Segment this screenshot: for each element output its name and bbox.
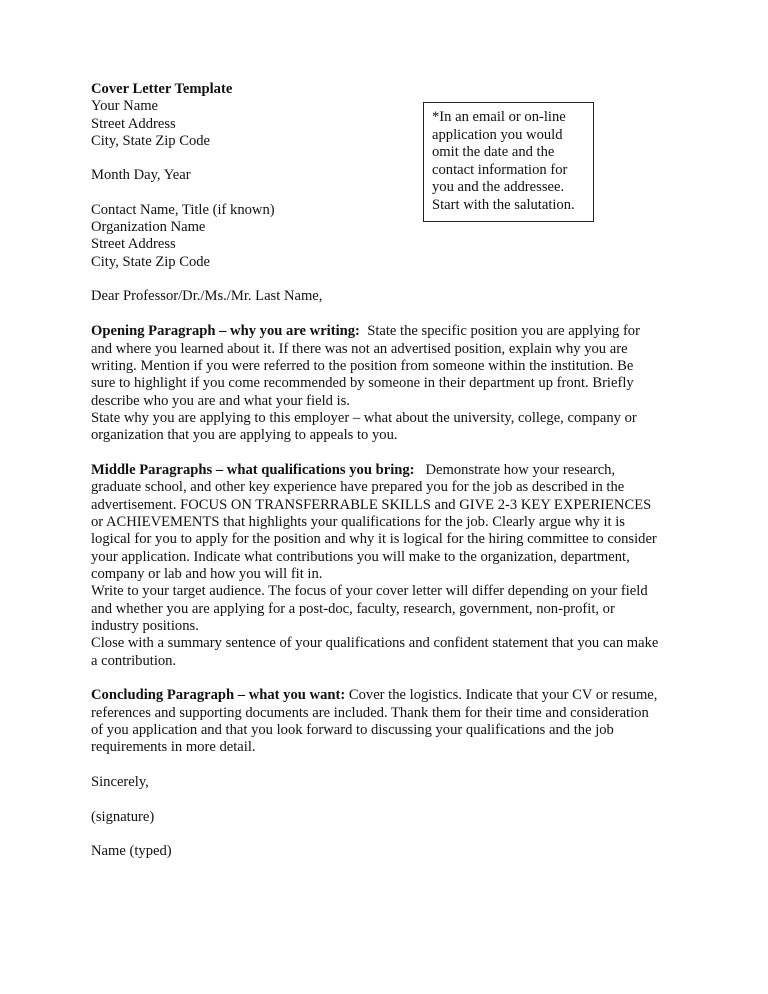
- middle-paragraph-first-line: [91, 462, 615, 480]
- middle-line: Write to your target audience. The focus of your cover letter will differ depending on your field: [91, 583, 648, 599]
- note-line: Start with the salutation.: [432, 196, 575, 213]
- middle-heading: Middle Paragraphs – what qualifications you bring:: [91, 462, 415, 478]
- middle-line: or ACHIEVEMENTS that highlights your qualifications for the job. Clearly argue why it is: [91, 514, 625, 530]
- note-line: contact information for: [432, 161, 568, 178]
- concluding-paragraph-first-line: [91, 687, 657, 705]
- note-line: *In an email or on-line: [432, 109, 566, 125]
- concluding-line: requirements in more detail.: [91, 739, 256, 755]
- opening-line: State why you are applying to this employer – what about the university, college, company or: [91, 410, 637, 426]
- opening-line: writing. Mention if you were referred to the position from someone within the institution. Be: [91, 358, 634, 374]
- middle-line: logical for you to apply for the position and why it is logical for the hiring committee to consider: [91, 531, 657, 547]
- middle-line: graduate school, and other key experience have prepared you for the job as described in the: [91, 479, 625, 495]
- opening-line: organization that you are applying to appeals to you.: [91, 427, 398, 443]
- concluding-heading: Concluding Paragraph – what you want:: [91, 687, 346, 703]
- note-line: omit the date and the: [432, 144, 555, 160]
- recipient-contact: Contact Name, Title (if known): [91, 202, 275, 218]
- signature-placeholder: (signature): [91, 809, 155, 825]
- middle-line: company or lab and how you will fit in.: [91, 566, 323, 582]
- middle-line: and whether you are applying for a post-doc, faculty, research, government, non-profit, or: [91, 601, 615, 617]
- recipient-organization: Organization Name: [91, 219, 206, 235]
- sender-name: Your Name: [91, 98, 159, 114]
- sender-city-state-zip: City, State Zip Code: [91, 133, 211, 149]
- recipient-street: Street Address: [91, 236, 176, 252]
- middle-line: a contribution.: [91, 653, 177, 669]
- opening-line: describe who you are and what your field is.: [91, 393, 350, 409]
- sender-street: Street Address: [91, 116, 176, 132]
- middle-text: Demonstrate how your research,: [414, 462, 616, 478]
- opening-heading: Opening Paragraph – why you are writing:: [91, 323, 360, 339]
- letter-date: Month Day, Year: [91, 167, 191, 183]
- opening-line: sure to highlight if you come recommended by someone in their department up front. Briefly: [91, 375, 634, 391]
- middle-line: Close with a summary sentence of your qualifications and confident statement that you can make: [91, 635, 659, 651]
- typed-name: Name (typed): [91, 843, 172, 859]
- concluding-text: Cover the logistics. Indicate that your CV or resume,: [345, 687, 658, 703]
- concluding-line: references and supporting documents are included. Thank them for their time and consideration: [91, 705, 649, 721]
- recipient-city-state-zip: City, State Zip Code: [91, 254, 211, 270]
- template-title: Cover Letter Template: [91, 81, 233, 97]
- closing: Sincerely,: [91, 774, 149, 790]
- opening-text: State the specific position you are applying for: [359, 323, 640, 339]
- opening-paragraph-first-line: [91, 323, 640, 341]
- salutation: Dear Professor/Dr./Ms./Mr. Last Name,: [91, 288, 323, 304]
- middle-line: industry positions.: [91, 618, 199, 634]
- concluding-line: of you application and that you look forward to discussing your qualifications and the job: [91, 722, 614, 738]
- opening-line: and where you learned about it. If there was not an advertised position, explain why you are: [91, 341, 628, 357]
- middle-line: advertisement. FOCUS ON TRANSFERRABLE SKILLS and GIVE 2-3 KEY EXPERIENCES: [91, 497, 652, 513]
- middle-line: your application. Indicate what contributions you will make to the organization, department,: [91, 549, 630, 565]
- note-line: application you would: [432, 126, 563, 143]
- note-line: you and the addressee.: [432, 179, 565, 195]
- note-box: [423, 102, 594, 222]
